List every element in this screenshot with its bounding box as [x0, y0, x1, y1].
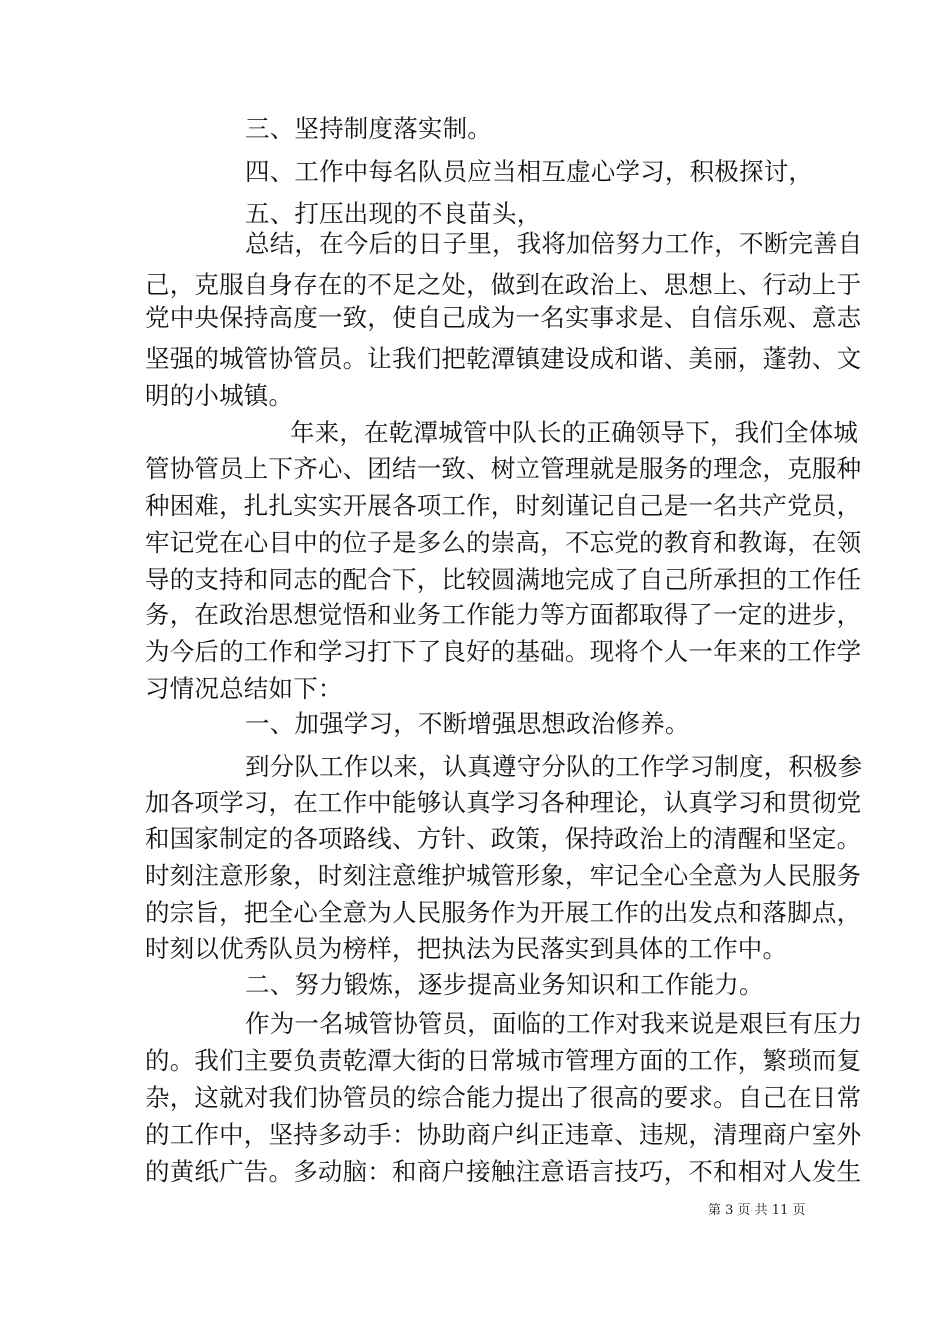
text-line: 种困难，扎扎实实开展各项工作，时刻谨记自己是一名共产党员， [145, 491, 862, 520]
text-line: 作为一名城管协管员，面临的工作对我来说是艰巨有压力 [245, 1009, 863, 1038]
text-line: 管协管员上下齐心、团结一致、树立管理就是服务的理念，克服种 [145, 454, 862, 483]
text-line: 习情况总结如下： [145, 674, 343, 703]
text-line: 务，在政治思想觉悟和业务工作能力等方面都取得了一定的进步， [145, 600, 862, 629]
text-line: 的宗旨，把全心全意为人民服务作为开展工作的出发点和落脚点， [145, 898, 862, 927]
text-line: 和国家制定的各项路线、方针、政策，保持政治上的清醒和坚定。 [145, 824, 862, 853]
text-line: 时刻以优秀队员为榜样，把执法为民落实到具体的工作中。 [145, 934, 788, 963]
text-line: 导的支持和同志的配合下，比较圆满地完成了自己所承担的工作任 [145, 565, 862, 594]
text-line: 杂，这就对我们协管员的综合能力提出了很高的要求。自己在日常 [145, 1083, 862, 1112]
text-line: 为今后的工作和学习打下了良好的基础。现将个人一年来的工作学 [145, 637, 862, 666]
page-number: 第 3 页 共 11 页 [708, 1203, 806, 1218]
text-line: 的工作中，坚持多动手：协助商户纠正违章、违规，清理商户室外 [145, 1120, 862, 1149]
text-line: 总结，在今后的日子里，我将加倍努力工作，不断完善自 [245, 229, 863, 258]
text-line: 的黄纸广告。多动脑：和商户接触注意语言技巧，不和相对人发生 [145, 1157, 862, 1186]
text-line: 三、坚持制度落实制。 [245, 114, 492, 143]
text-line: 己，克服自身存在的不足之处，做到在政治上、思想上、行动上于 [145, 270, 862, 299]
text-line: 坚强的城管协管员。让我们把乾潭镇建设成和谐、美丽，蓬勃、文 [145, 344, 862, 373]
text-line: 五、打压出现的不良苗头， [245, 199, 542, 228]
text-line: 二、努力锻炼，逐步提高业务知识和工作能力。 [245, 970, 764, 999]
text-line: 加各项学习，在工作中能够认真学习各种理论，认真学习和贯彻党 [145, 788, 862, 817]
text-line: 四、工作中每名队员应当相互虚心学习，积极探讨， [245, 157, 814, 186]
text-line: 明的小城镇。 [145, 381, 294, 410]
text-line: 年来，在乾潭城管中队长的正确领导下，我们全体城 [290, 418, 859, 447]
text-line: 党中央保持高度一致，使自己成为一名实事求是、自信乐观、意志 [145, 303, 862, 332]
text-line: 牢记党在心目中的位子是多么的崇高，不忘党的教育和教诲，在领 [145, 528, 862, 557]
text-line: 到分队工作以来，认真遵守分队的工作学习制度，积极参 [245, 752, 863, 781]
text-line: 时刻注意形象，时刻注意维护城管形象，牢记全心全意为人民服务 [145, 861, 862, 890]
text-line: 一、加强学习，不断增强思想政治修养。 [245, 709, 690, 738]
text-line: 的。我们主要负责乾潭大街的日常城市管理方面的工作，繁琐而复 [145, 1046, 862, 1075]
